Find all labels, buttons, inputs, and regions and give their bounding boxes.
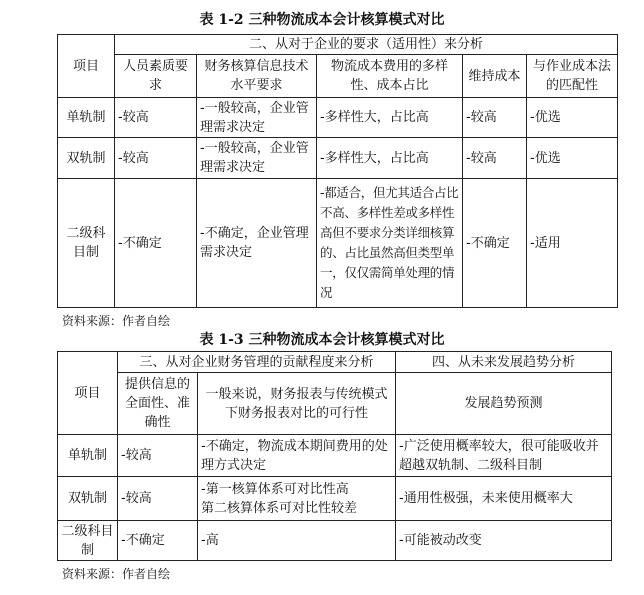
table-2-group-header-right: 四、从未来发展趋势分析	[396, 352, 612, 373]
table-cell: -不确定	[115, 179, 197, 308]
table-cell: -较高	[118, 477, 198, 521]
table-1-group-header: 二、从对于企业的要求（适用性）来分析	[115, 35, 618, 55]
table-cell: -多样性大，占比高	[317, 138, 463, 179]
table-2-item-header: 项目	[58, 352, 118, 435]
row-label: 二级科目制	[58, 179, 115, 308]
row-label: 单轨制	[58, 435, 118, 477]
table-cell: -较高	[115, 98, 197, 138]
table-cell: -可能被动改变	[396, 521, 612, 561]
table-2-source-note: 资料来源：作者自绘	[62, 567, 171, 581]
table-row	[58, 477, 612, 521]
table-cell: -多样性大，占比高	[317, 98, 463, 138]
table-cell: -不确定	[463, 179, 527, 308]
table-2-column-header: 发展趋势预测	[396, 373, 612, 435]
table-2-column-header: 提供信息的全面性、准确性	[118, 373, 198, 435]
table-cell: -高	[198, 521, 396, 561]
table-cell: -第一核算体系可对比性高 第二核算体系可对比性较差	[198, 477, 396, 521]
table-2-header-row	[58, 352, 612, 373]
table-cell: -较高	[463, 138, 527, 179]
table-1-item-header: 项目	[58, 35, 115, 98]
table-1-column-header: 维持成本	[463, 55, 527, 98]
table-1-header-row	[58, 35, 618, 55]
table-cell: -较高	[118, 435, 198, 477]
table-cell: -一般较高，企业管理需求决定	[197, 98, 317, 138]
table-cell: -较高	[115, 138, 197, 179]
table-1-column-header: 人员素质要求	[115, 55, 197, 98]
table-1-column-header: 物流成本费用的多样性、成本占比	[317, 55, 463, 98]
table-row	[58, 138, 618, 179]
row-label: 单轨制	[58, 98, 115, 138]
table-1-column-header-row	[58, 55, 618, 98]
table-cell: -优选	[527, 98, 618, 138]
table-cell: -广泛使用概率较大，很可能吸收并超越双轨制、二级科目制	[396, 435, 612, 477]
table-row	[58, 98, 618, 138]
table-1-column-header: 与作业成本法的匹配性	[527, 55, 618, 98]
comparison-table-1	[57, 34, 618, 308]
row-label: 双轨制	[58, 477, 118, 521]
table-1-source-note: 资料来源：作者自绘	[62, 314, 171, 328]
table-cell: -不确定	[118, 521, 198, 561]
table-row	[58, 435, 612, 477]
table-cell: -不确定，物流成本期间费用的处理方式决定	[198, 435, 396, 477]
table-row	[58, 521, 612, 561]
table-1-column-header: 财务核算信息技术水平要求	[197, 55, 317, 98]
table-2-title: 表 1-3 三种物流成本会计核算模式对比	[199, 332, 445, 348]
row-label: 二级科目制	[58, 521, 118, 561]
table-row	[58, 179, 618, 308]
comparison-table-2	[57, 351, 612, 561]
table-cell: -适用	[527, 179, 618, 308]
table-1-title: 表 1-2 三种物流成本会计核算模式对比	[199, 12, 445, 28]
table-cell: -较高	[463, 98, 527, 138]
table-2-group-header-left: 三、从对企业财务管理的贡献程度来分析	[118, 352, 396, 373]
table-2-column-header: 一般来说，财务报表与传统模式下财务报表对比的可行性	[198, 373, 396, 435]
table-cell: -不确定，企业管理需求决定	[197, 179, 317, 308]
table-2-column-header-row	[58, 373, 612, 435]
table-cell: -一般较高，企业管理需求决定	[197, 138, 317, 179]
table-cell: -通用性极强，未来使用概率大	[396, 477, 612, 521]
table-cell: -都适合，但尤其适合占比不高、多样性差或多样性高但不要求分类详细核算的、占比虽然高但类型单一，仅仅需简单处理的情况	[317, 179, 463, 308]
row-label: 双轨制	[58, 138, 115, 179]
table-cell: -优选	[527, 138, 618, 179]
